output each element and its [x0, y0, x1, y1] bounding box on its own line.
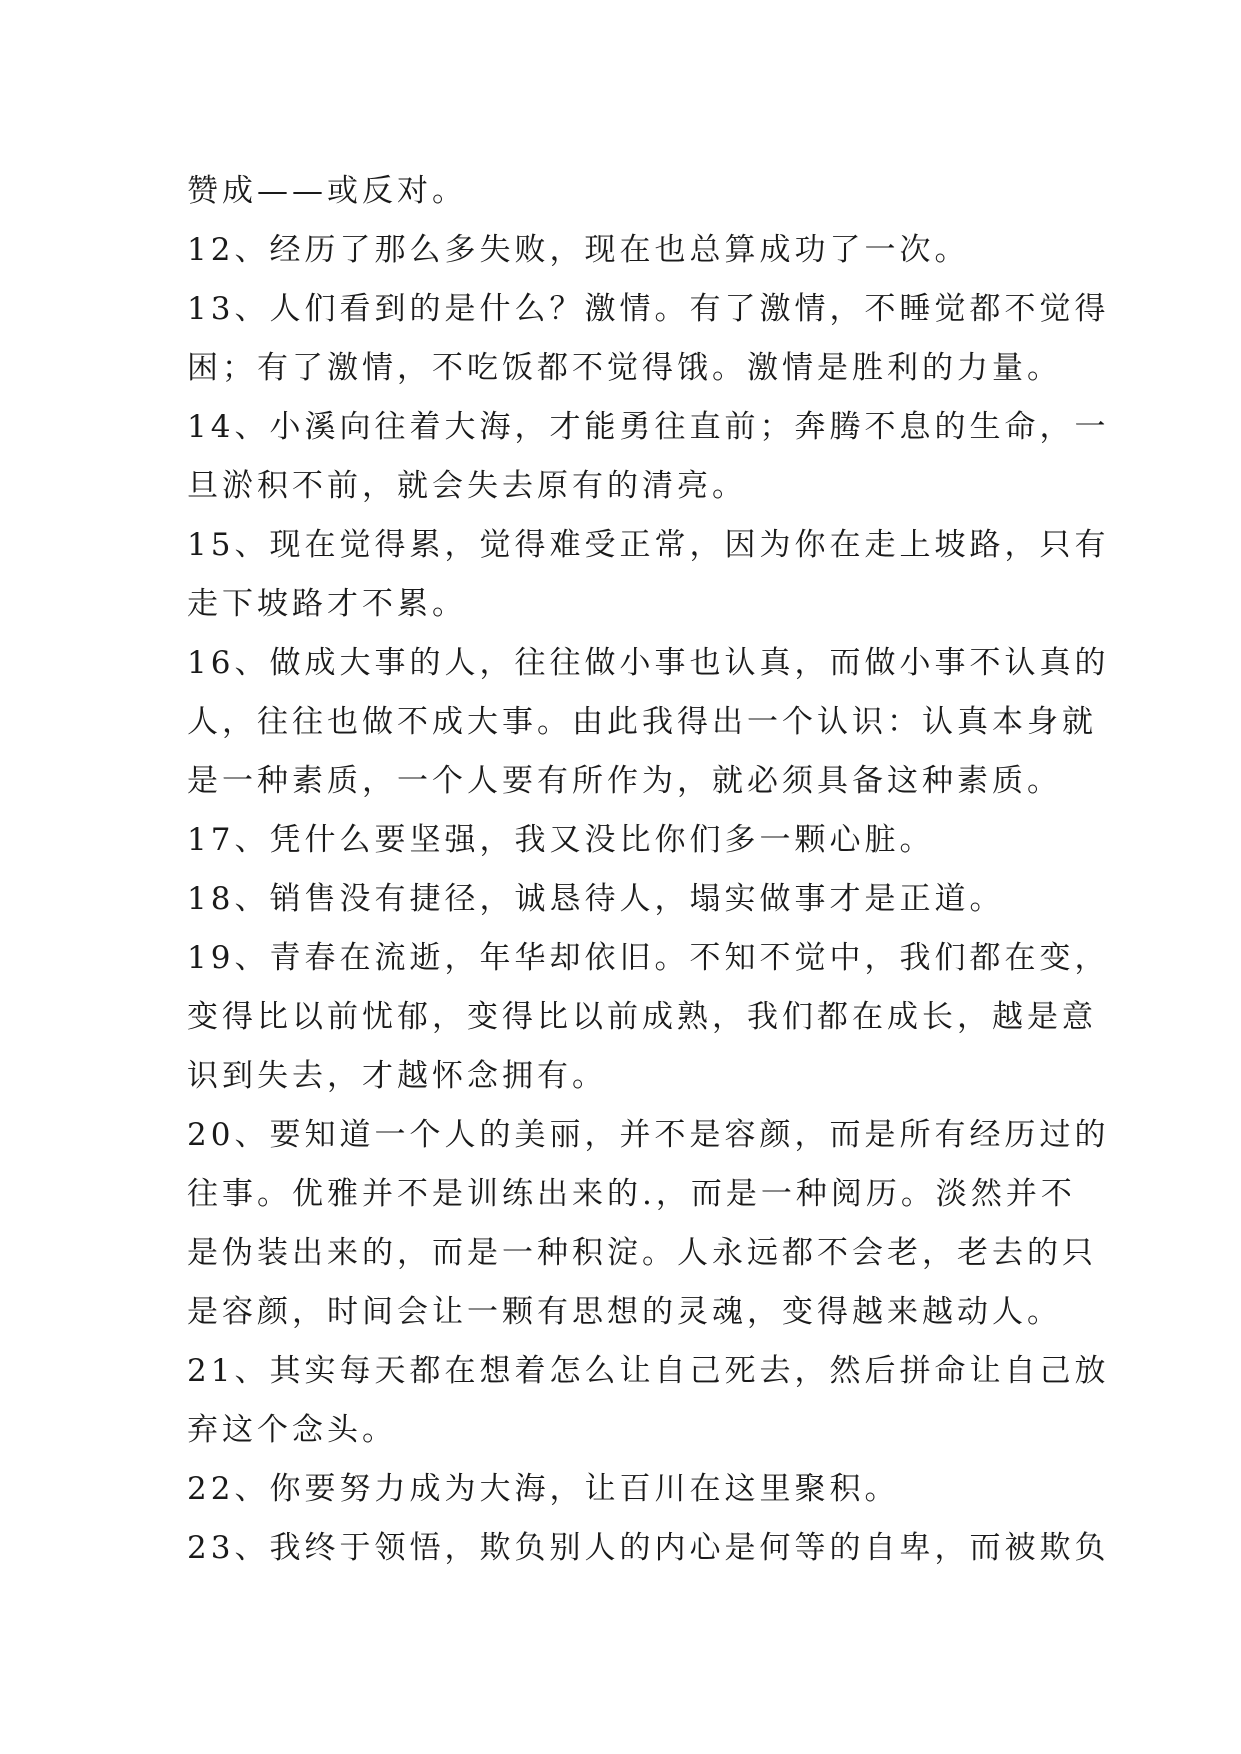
text-line: 弃这个念头。	[187, 1412, 397, 1448]
text-line: 变得比以前忧郁，变得比以前成熟，我们都在成长，越是意	[187, 999, 1097, 1035]
text-line: 16、做成大事的人，往往做小事也认真，而做小事不认真的	[187, 645, 1110, 681]
text-line: 识到失去，才越怀念拥有。	[187, 1058, 607, 1094]
text-line: 人，往往也做不成大事。由此我得出一个认识：认真本身就	[187, 704, 1097, 740]
text-line: 往事。优雅并不是训练出来的.，而是一种阅历。淡然并不	[187, 1176, 1076, 1212]
document-body	[187, 162, 1110, 1578]
text-line: 15、现在觉得累，觉得难受正常，因为你在走上坡路，只有	[187, 527, 1110, 563]
text-line: 18、销售没有捷径，诚恳待人，塌实做事才是正道。	[187, 881, 1005, 917]
text-line: 是容颜，时间会让一颗有思想的灵魂，变得越来越动人。	[187, 1294, 1062, 1330]
text-line: 走下坡路才不累。	[187, 586, 467, 622]
text-line: 21、其实每天都在想着怎么让自己死去，然后拼命让自己放	[187, 1353, 1110, 1389]
text-line: 是一种素质，一个人要有所作为，就必须具备这种素质。	[187, 763, 1062, 799]
text-line: 12、经历了那么多失败，现在也总算成功了一次。	[187, 232, 970, 268]
text-line: 13、人们看到的是什么？激情。有了激情，不睡觉都不觉得	[187, 291, 1110, 327]
text-line: 是伪装出来的，而是一种积淀。人永远都不会老，老去的只	[187, 1235, 1097, 1271]
text-line: 困；有了激情，不吃饭都不觉得饿。激情是胜利的力量。	[187, 350, 1062, 386]
text-line: 赞成——或反对。	[187, 173, 467, 209]
text-line: 17、凭什么要坚强，我又没比你们多一颗心脏。	[187, 822, 935, 858]
text-line: 23、我终于领悟，欺负别人的内心是何等的自卑，而被欺负	[187, 1530, 1110, 1566]
text-line: 19、青春在流逝，年华却依旧。不知不觉中，我们都在变，	[187, 940, 1110, 976]
text-line: 14、小溪向往着大海，才能勇往直前；奔腾不息的生命，一	[187, 409, 1110, 445]
text-line: 22、你要努力成为大海，让百川在这里聚积。	[187, 1471, 900, 1507]
text-line: 20、要知道一个人的美丽，并不是容颜，而是所有经历过的	[187, 1117, 1110, 1153]
text-line: 旦淤积不前，就会失去原有的清亮。	[187, 468, 747, 504]
